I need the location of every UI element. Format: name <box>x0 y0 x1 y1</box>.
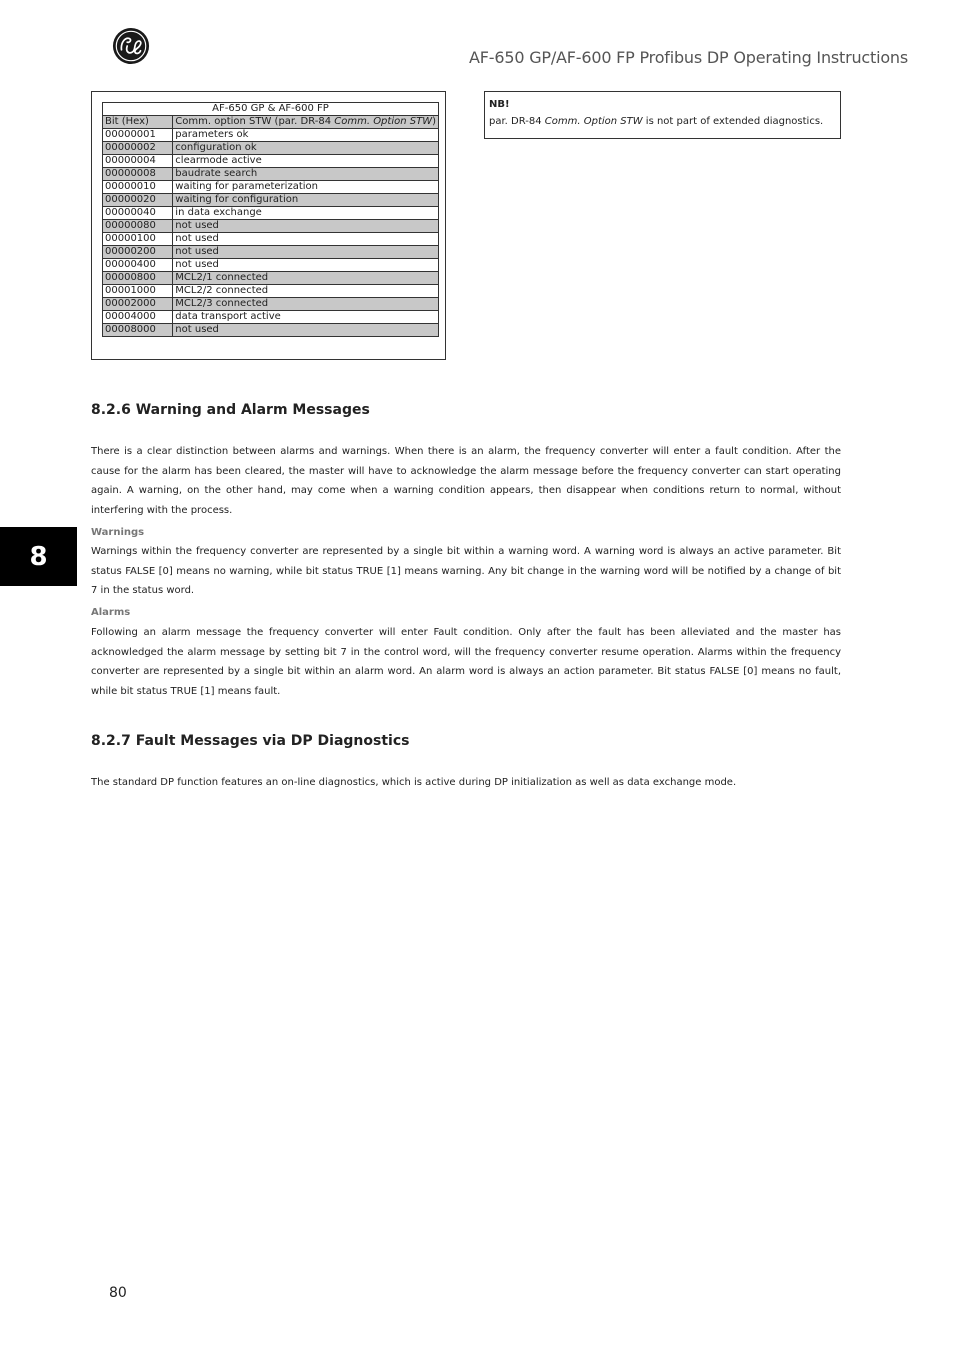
table-row <box>103 142 439 155</box>
table-cell-bit: 00000200 <box>103 246 173 259</box>
table-header-desc-prefix: Comm. option STW (par. DR-84 <box>175 116 335 127</box>
table-cell-bit: 00001000 <box>103 285 173 298</box>
comm-option-stw-table-frame <box>91 91 446 360</box>
table-caption: AF-650 GP & AF-600 FP <box>103 103 439 116</box>
table-row <box>103 246 439 259</box>
table-header-desc-italic: Comm. Option STW <box>334 116 433 127</box>
section-heading-827: 8.2.7 Fault Messages via DP Diagnostics <box>91 733 410 749</box>
table-cell-desc: not used <box>173 324 439 337</box>
table-cell-desc: waiting for parameterization <box>173 181 439 194</box>
table-cell-desc: not used <box>173 246 439 259</box>
ge-logo <box>112 27 150 65</box>
note-text-prefix: par. DR-84 <box>489 116 545 127</box>
note-title: NB! <box>489 99 510 110</box>
table-cell-bit: 00000010 <box>103 181 173 194</box>
table-cell-bit: 00000800 <box>103 272 173 285</box>
table-row <box>103 311 439 324</box>
note-text-italic: Comm. Option STW <box>544 116 643 127</box>
table-cell-bit: 00000004 <box>103 155 173 168</box>
table-row <box>103 220 439 233</box>
table-cell-bit: 00000100 <box>103 233 173 246</box>
note-text <box>489 116 836 127</box>
table-row <box>103 298 439 311</box>
table-cell-desc: not used <box>173 220 439 233</box>
table-cell-desc: parameters ok <box>173 129 439 142</box>
comm-option-stw-table <box>102 102 439 337</box>
note-box <box>484 91 841 139</box>
section-heading-826: 8.2.6 Warning and Alarm Messages <box>91 402 370 418</box>
warnings-text: Warnings within the frequency converter are represented by a single bit within a warning word. A warning word is always an active parameter. Bit status FALSE [0] means no warning, while bit status TRUE [1] means warning. Any bit change in the warning word will be notified by a change of bit 7 in the status word. <box>91 546 841 596</box>
table-cell-bit: 00000040 <box>103 207 173 220</box>
table-row <box>103 272 439 285</box>
table-cell-desc: configuration ok <box>173 142 439 155</box>
table-cell-bit: 00000001 <box>103 129 173 142</box>
table-cell-desc: MCL2/3 connected <box>173 298 439 311</box>
table-cell-bit: 00000020 <box>103 194 173 207</box>
page-number: 80 <box>109 1285 127 1301</box>
table-row <box>103 233 439 246</box>
table-cell-desc: clearmode active <box>173 155 439 168</box>
table-cell-desc: baudrate search <box>173 168 439 181</box>
table-cell-bit: 00000080 <box>103 220 173 233</box>
table-cell-desc: waiting for configuration <box>173 194 439 207</box>
document-title: AF-650 GP/AF-600 FP Profibus DP Operating Instructions <box>469 48 908 67</box>
alarms-subheading: Alarms <box>91 607 131 618</box>
table-cell-bit: 00000008 <box>103 168 173 181</box>
table-header-desc <box>173 116 439 129</box>
table-cell-desc: not used <box>173 259 439 272</box>
table-row <box>103 259 439 272</box>
table-cell-desc: MCL2/1 connected <box>173 272 439 285</box>
table-cell-bit: 00000400 <box>103 259 173 272</box>
note-text-suffix: is not part of extended diagnostics. <box>642 116 824 127</box>
table-cell-desc: not used <box>173 233 439 246</box>
section-827-text: The standard DP function features an on-line diagnostics, which is active during DP initialization as well as data exchange mode. <box>91 777 737 788</box>
table-row <box>103 181 439 194</box>
alarms-text: Following an alarm message the frequency converter will enter Fault condition. Only after the fault has been alleviated and the master has acknowledged the alarm message by setting bit 7 in the control word, will the frequency converter resume operation. Alarms within the frequency converter are represented by a single bit within an alarm word. An alarm word is always an action parameter. Bit status FALSE [0] means no fault, while bit status TRUE [1] means fault. <box>91 627 841 697</box>
table-row <box>103 207 439 220</box>
table-header-desc-suffix: ) <box>432 116 436 127</box>
table-cell-desc: MCL2/2 connected <box>173 285 439 298</box>
table-row <box>103 155 439 168</box>
table-cell-bit: 00002000 <box>103 298 173 311</box>
table-header-bit: Bit (Hex) <box>103 116 173 129</box>
table-cell-desc: in data exchange <box>173 207 439 220</box>
section-826-intro: There is a clear distinction between alarms and warnings. When there is an alarm, the frequency converter will enter a fault condition. After the cause for the alarm has been cleared, the master will have to acknowledge the alarm message before the frequency converter can start operating again. A warning, on the other hand, may come when a warning condition appears, then disappear when conditions return to normal, without interfering with the process. <box>91 446 841 516</box>
table-cell-bit: 00004000 <box>103 311 173 324</box>
table-row <box>103 129 439 142</box>
warnings-subheading: Warnings <box>91 527 145 538</box>
table-row <box>103 324 439 337</box>
table-header-row <box>103 116 439 129</box>
table-row <box>103 168 439 181</box>
table-cell-bit: 00008000 <box>103 324 173 337</box>
table-cell-bit: 00000002 <box>103 142 173 155</box>
table-row <box>103 194 439 207</box>
chapter-tab: 8 <box>0 527 77 586</box>
table-row <box>103 285 439 298</box>
table-cell-desc: data transport active <box>173 311 439 324</box>
